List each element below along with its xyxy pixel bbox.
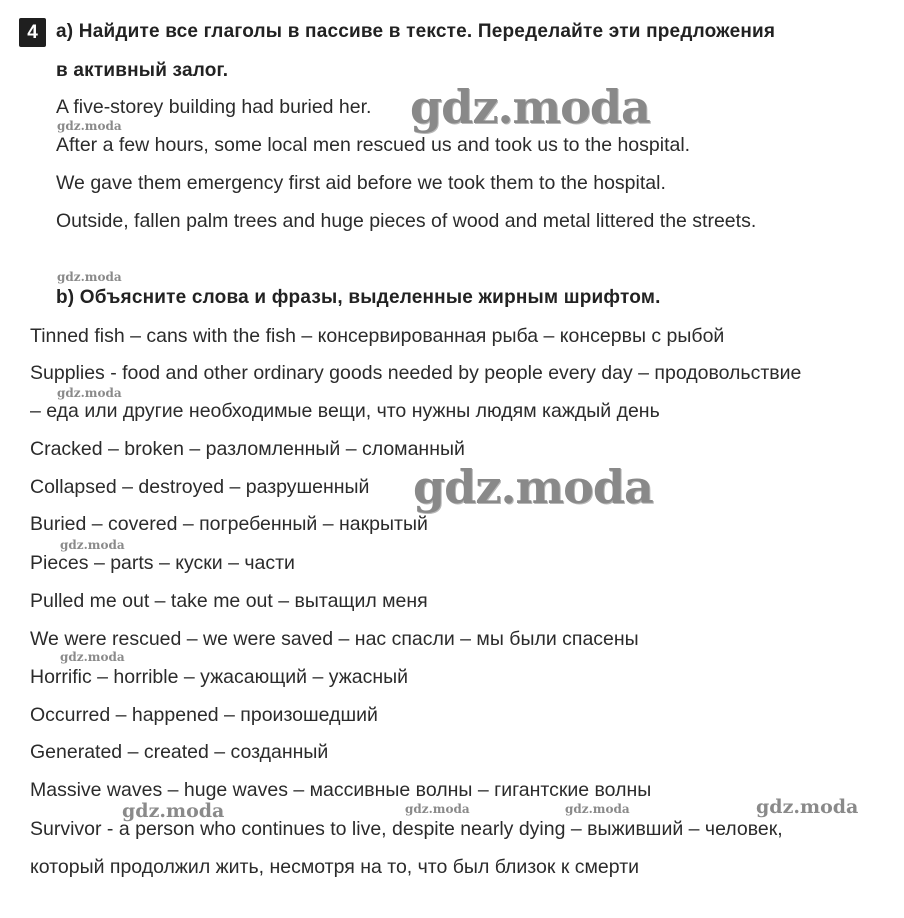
vocab-line: Cracked – broken – разломленный – сломанный	[30, 438, 465, 460]
vocab-line: который продолжил жить, несмотря на то, что был близок к смерти	[30, 856, 640, 878]
watermark-small: gdz.moda	[565, 802, 630, 816]
vocab-line: Survivor - a person who continues to live, despite nearly dying – выживший – человек,	[30, 818, 783, 840]
part-b-heading: b) Объясните слова и фразы, выделенные жирным шрифтом.	[56, 287, 661, 308]
part-a-sentence: We gave them emergency first aid before we took them to the hospital.	[56, 172, 666, 194]
watermark-small: gdz.moda	[60, 650, 125, 664]
watermark-logo: gdz.moda	[410, 80, 650, 134]
vocab-line: Buried – covered – погребенный – накрытый	[30, 513, 428, 535]
vocab-line: Massive waves – huge waves – массивные волны – гигантские волны	[30, 779, 652, 801]
watermark-medium: gdz.moda	[756, 796, 859, 818]
part-a-instruction-line2: в активный залог.	[56, 60, 229, 81]
vocab-line: Horrific – horrible – ужасающий – ужасный	[30, 666, 409, 688]
part-a-instruction-line1: a) Найдите все глаголы в пассиве в тексте. Переделайте эти предложения	[56, 21, 776, 42]
vocab-line: Tinned fish – cans with the fish – консервированная рыба – консервы с рыбой	[30, 325, 725, 347]
task-number-badge: 4	[19, 18, 46, 47]
vocab-line: Generated – created – созданный	[30, 741, 329, 763]
part-a-sentence: Outside, fallen palm trees and huge pieces of wood and metal littered the streets.	[56, 210, 757, 232]
part-a-sentence: A five-storey building had buried her.	[56, 96, 372, 118]
vocab-line: We were rescued – we were saved – нас спасли – мы были спасены	[30, 628, 639, 650]
watermark-small: gdz.moda	[57, 270, 122, 284]
watermark-small: gdz.moda	[57, 386, 122, 400]
watermark-small: gdz.moda	[60, 538, 125, 552]
watermark-logo: gdz.moda	[413, 460, 653, 514]
watermark-small: gdz.moda	[57, 119, 122, 133]
part-a-sentence: After a few hours, some local men rescued us and took us to the hospital.	[56, 134, 691, 156]
vocab-line: Pieces – parts – куски – части	[30, 552, 295, 574]
vocab-line: Collapsed – destroyed – разрушенный	[30, 476, 370, 498]
watermark-medium: gdz.moda	[122, 800, 225, 822]
vocab-line: Supplies - food and other ordinary goods needed by people every day – продовольствие	[30, 362, 802, 384]
vocab-line: – еда или другие необходимые вещи, что нужны людям каждый день	[30, 400, 660, 422]
vocab-line: Occurred – happened – произошедший	[30, 704, 378, 726]
watermark-small: gdz.moda	[405, 802, 470, 816]
vocab-line: Pulled me out – take me out – вытащил меня	[30, 590, 428, 612]
